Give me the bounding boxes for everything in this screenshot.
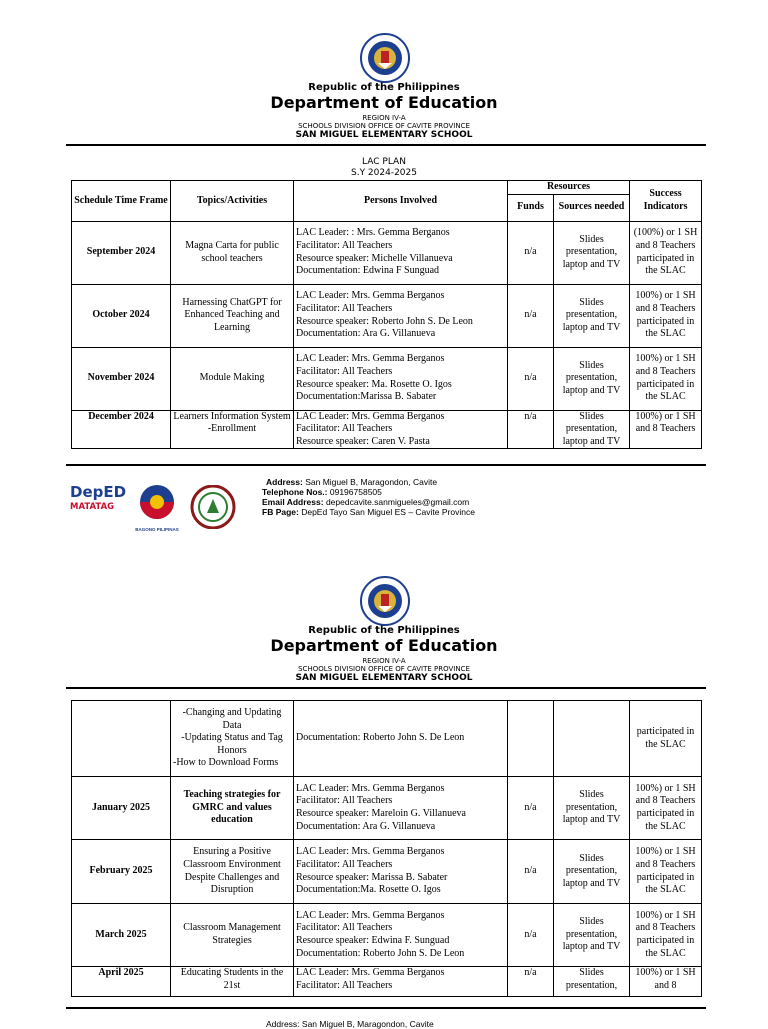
- funds-cell: n/a: [508, 777, 554, 840]
- sources-cell: Slides presentation, laptop and TV: [554, 904, 630, 967]
- deped-matatag-logo: [70, 483, 127, 526]
- schedule-cell: September 2024: [72, 221, 171, 284]
- sources-cell: Slides presentation,: [554, 967, 630, 997]
- person-line: Facilitator: All Teachers: [296, 795, 393, 807]
- person-line: Resource speaker: Roberto John S. De Leon: [296, 315, 473, 327]
- person-line: Resource speaker: Edwina F. Sunguad: [296, 935, 450, 946]
- person-line: Resource speaker: Mareloin G. Villanueva: [296, 808, 466, 819]
- table-row: [72, 777, 702, 840]
- deped-logo-text: DepED: [70, 483, 127, 501]
- funds-cell: n/a: [508, 284, 554, 347]
- fb-label: FB Page:: [262, 507, 299, 517]
- table-row: [72, 221, 702, 284]
- col-schedule: Schedule Time Frame: [72, 181, 171, 222]
- funds-cell: n/a: [508, 967, 554, 997]
- funds-cell: n/a: [508, 221, 554, 284]
- funds-cell: n/a: [508, 347, 554, 410]
- persons-cell: [294, 777, 508, 840]
- plan-sy: S.Y 2024-2025: [351, 168, 417, 178]
- success-cell: participated in the SLAC: [630, 701, 702, 777]
- sources-cell: Slides presentation, laptop and TV: [554, 777, 630, 840]
- plan-title: LAC PLAN: [362, 157, 406, 167]
- topic-cell: Module Making: [171, 347, 294, 410]
- department-title: Department of Education: [270, 636, 498, 655]
- topic-line: -Changing and Updating Data: [182, 707, 282, 731]
- person-line: Facilitator: All Teachers: [296, 366, 393, 377]
- person-line: Facilitator: All Teachers: [296, 922, 393, 934]
- header-rule: [66, 144, 706, 146]
- success-cell: 100%) or 1 SH and 8 Teachers participated in the SLAC: [630, 284, 702, 347]
- col-persons: Persons Involved: [294, 181, 508, 222]
- person-line: Facilitator: All Teachers: [296, 303, 393, 314]
- table-row: [72, 840, 702, 904]
- school-name: SAN MIGUEL ELEMENTARY SCHOOL: [295, 130, 473, 140]
- topic-cell: Learners Information System -Enrollment: [171, 410, 294, 449]
- persons-cell: [294, 904, 508, 967]
- person-line: Facilitator: All Teachers: [296, 858, 393, 870]
- topic-cell: Harnessing ChatGPT for Enhanced Teaching and Learning: [171, 284, 294, 347]
- persons-cell: [294, 967, 508, 997]
- sources-cell: Slides presentation, laptop and TV: [554, 347, 630, 410]
- email-value: depedcavite.sanmigueles@gmail.com: [325, 497, 470, 507]
- persons-cell: [294, 347, 508, 410]
- persons-cell: Documentation: Roberto John S. De Leon: [294, 701, 508, 777]
- deped-seal-icon: [359, 33, 411, 83]
- person-line: Documentation:Marissa B. Sabater: [296, 391, 437, 403]
- col-topics: Topics/Activities: [171, 181, 294, 222]
- funds-cell: [508, 701, 554, 777]
- sources-cell: Slides presentation, laptop and TV: [554, 221, 630, 284]
- tel-value: 09196758505: [329, 487, 382, 497]
- col-sources: Sources needed: [554, 194, 630, 221]
- col-resources: Resources: [508, 181, 630, 195]
- schedule-cell: November 2024: [72, 347, 171, 410]
- schedule-cell: October 2024: [72, 284, 171, 347]
- topic-cell: Magna Carta for public school teachers: [171, 221, 294, 284]
- success-cell: 100%) or 1 SH and 8 Teachers: [630, 410, 702, 449]
- topic-cell: Educating Students in the 21st: [171, 967, 294, 997]
- persons-cell: [294, 221, 508, 284]
- region-text: REGION IV-A: [362, 657, 406, 665]
- table-row: [72, 347, 702, 410]
- person-line: LAC Leader: Mrs. Gemma Berganos: [296, 909, 445, 921]
- schedule-cell: March 2025: [72, 904, 171, 967]
- person-line: Resource speaker: Ma. Rosette O. Igos: [296, 378, 452, 390]
- person-line: Documentation: Roberto John S. De Leon: [296, 947, 465, 959]
- person-line: Facilitator: All Teachers: [296, 240, 393, 251]
- schedule-cell: December 2024: [72, 410, 171, 449]
- topic-cell: Ensuring a Positive Classroom Environment Despite Challenges and Disruption: [171, 840, 294, 904]
- success-cell: 100%) or 1 SH and 8 Teachers participated in the SLAC: [630, 777, 702, 840]
- funds-cell: n/a: [508, 904, 554, 967]
- person-line: Documentation: Edwina F Sunguad: [296, 265, 440, 277]
- lac-plan-table-1: [71, 180, 702, 449]
- funds-cell: n/a: [508, 410, 554, 449]
- topic-line: -How to Download Forms: [173, 757, 279, 769]
- person-line: Resource speaker: Marissa B. Sabater: [296, 871, 448, 883]
- region-text: REGION IV-A: [362, 114, 406, 122]
- matatag-text: MATATAG: [70, 502, 115, 512]
- bagong-text: BAGONG PILIPINAS: [135, 527, 179, 532]
- person-line: LAC Leader: Mrs. Gemma Berganos: [296, 410, 445, 422]
- person-line: LAC Leader: Mrs. Gemma Berganos: [296, 846, 445, 858]
- division-text: SCHOOLS DIVISION OFFICE OF CAVITE PROVINCE: [298, 665, 470, 673]
- fb-value: DepEd Tayo San Miguel ES – Cavite Province: [301, 507, 475, 517]
- table-row: [72, 701, 702, 777]
- person-line: Facilitator: All Teachers: [296, 979, 393, 991]
- person-line: Documentation:Ma. Rosette O. Igos: [296, 884, 441, 896]
- deped-seal-icon: [359, 576, 411, 626]
- school-seal-icon: [190, 485, 236, 529]
- table-row: [72, 410, 702, 449]
- bagong-pilipinas-logo: [132, 482, 182, 530]
- division-text: SCHOOLS DIVISION OFFICE OF CAVITE PROVINCE: [298, 122, 470, 130]
- republic-text: Republic of the Philippines: [308, 82, 460, 93]
- footer-rule: [66, 1007, 706, 1009]
- table-row: [72, 284, 702, 347]
- table-row: [72, 967, 702, 997]
- footer-address-partial: Address: San Miguel B, Maragondon, Cavite: [266, 1019, 434, 1029]
- funds-cell: n/a: [508, 840, 554, 904]
- topic-cell: [171, 701, 294, 777]
- header-rule: [66, 687, 706, 689]
- address-value: San Miguel B, Maragondon, Cavite: [305, 477, 438, 487]
- person-line: LAC Leader: Mrs. Gemma Berganos: [296, 290, 445, 302]
- person-line: Resource speaker: Caren V. Pasta: [296, 435, 430, 447]
- email-label: Email Address:: [262, 497, 324, 507]
- schedule-cell: February 2025: [72, 840, 171, 904]
- person-line: Resource speaker: Michelle Villanueva: [296, 252, 453, 264]
- person-line: Documentation: Ara G. Villanueva: [296, 328, 436, 340]
- school-name: SAN MIGUEL ELEMENTARY SCHOOL: [295, 673, 473, 683]
- topic-cell: Classroom Management Strategies: [171, 904, 294, 967]
- success-cell: (100%) or 1 SH and 8 Teachers participated in the SLAC: [630, 221, 702, 284]
- schedule-cell: April 2025: [72, 967, 171, 997]
- success-cell: 100%) or 1 SH and 8 Teachers participated in the SLAC: [630, 840, 702, 904]
- persons-cell: [294, 840, 508, 904]
- success-cell: 100%) or 1 SH and 8 Teachers participated in the SLAC: [630, 347, 702, 410]
- person-line: Facilitator: All Teachers: [296, 423, 393, 435]
- republic-text: Republic of the Philippines: [308, 625, 460, 636]
- person-line: Documentation: Ara G. Villanueva: [296, 820, 436, 832]
- persons-cell: [294, 284, 508, 347]
- person-line: LAC Leader: : Mrs. Gemma Berganos: [296, 227, 450, 239]
- success-cell: 100%) or 1 SH and 8 Teachers participated in the SLAC: [630, 904, 702, 967]
- footer-rule: [66, 464, 706, 466]
- success-cell: 100%) or 1 SH and 8: [630, 967, 702, 997]
- person-line: LAC Leader: Mrs. Gemma Berganos: [296, 782, 445, 794]
- person-line: LAC Leader: Mrs. Gemma Berganos: [296, 967, 445, 978]
- sources-cell: Slides presentation, laptop and TV: [554, 410, 630, 449]
- topic-cell: Teaching strategies for GMRC and values education: [171, 777, 294, 840]
- department-title: Department of Education: [270, 93, 498, 112]
- bagong-pilipinas-icon: [132, 482, 182, 522]
- schedule-cell: [72, 701, 171, 777]
- footer-address: [262, 477, 475, 517]
- col-funds: Funds: [508, 194, 554, 221]
- tel-label: Telephone Nos.:: [262, 487, 328, 497]
- col-success: Success Indicators: [630, 181, 702, 222]
- schedule-cell: January 2025: [72, 777, 171, 840]
- topic-line: -Updating Status and Tag Honors: [181, 732, 283, 756]
- person-line: LAC Leader: Mrs. Gemma Berganos: [296, 353, 445, 365]
- lac-plan-table-2: [71, 700, 702, 997]
- address-label: Address:: [266, 477, 303, 487]
- sources-cell: [554, 701, 630, 777]
- sources-cell: Slides presentation, laptop and TV: [554, 284, 630, 347]
- persons-cell: [294, 410, 508, 449]
- table-row: [72, 904, 702, 967]
- sources-cell: Slides presentation, laptop and TV: [554, 840, 630, 904]
